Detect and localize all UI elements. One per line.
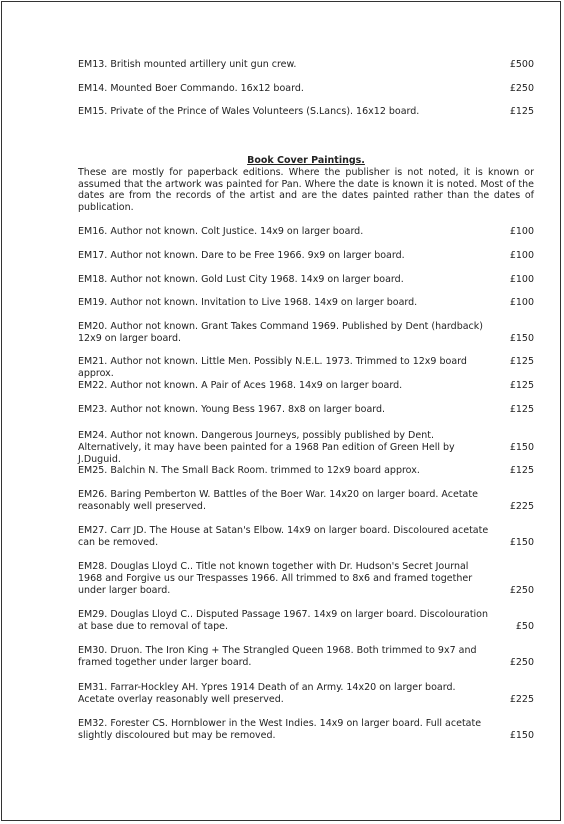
list-item [78, 274, 534, 286]
list-item [78, 645, 534, 669]
entry-price: £100 [509, 274, 534, 285]
entry-price: £125 [509, 465, 534, 476]
entry-price: £125 [509, 356, 534, 367]
entry-price: £250 [509, 83, 534, 94]
entry-price: £125 [509, 106, 534, 117]
entry-text: EM27. Carr JD. The House at Satan's Elbow. 14x9 on larger board. Discoloured acetate can be removed. [78, 525, 489, 548]
entry-text: EM21. Author not known. Little Men. Possibly N.E.L. 1973. Trimmed to 12x9 board approx. [78, 356, 467, 379]
list-item [78, 682, 534, 706]
entry-text: EM20. Author not known. Grant Takes Command 1969. Published by Dent (hardback) 12x9 on larger board. [78, 321, 483, 344]
entry-text: EM17. Author not known. Dare to be Free 1966. 9x9 on larger board. [78, 250, 405, 261]
entry-price: £100 [509, 226, 534, 237]
list-item [78, 297, 534, 309]
entry-text: EM23. Author not known. Young Bess 1967. 8x8 on larger board. [78, 404, 386, 415]
entry-text: EM30. Druon. The Iron King + The Strangled Queen 1968. Both trimmed to 9x7 and framed together under larger board. [78, 645, 477, 668]
list-item [78, 561, 534, 597]
entry-text: EM24. Author not known. Dangerous Journeys, possibly published by Dent. Alternatively, it may have been painted for a 1968 Pan edition of Green Hell by J.Duguid. [78, 430, 455, 465]
list-item [78, 404, 534, 416]
entry-price: £225 [509, 501, 534, 512]
entry-text: EM14. Mounted Boer Commando. 16x12 board. [78, 83, 304, 94]
list-item [78, 106, 534, 118]
entry-text: EM26. Baring Pemberton W. Battles of the Boer War. 14x20 on larger board. Acetate reasonably well preserved. [78, 489, 478, 512]
entry-text: EM13. British mounted artillery unit gun crew. [78, 59, 297, 70]
list-item [78, 226, 534, 238]
entry-price: £250 [509, 585, 534, 596]
entry-text: EM19. Author not known. Invitation to Live 1968. 14x9 on larger board. [78, 297, 418, 308]
entry-price: £225 [509, 694, 534, 705]
entry-price: £150 [509, 333, 534, 344]
section-heading: Book Cover Paintings. [247, 155, 365, 166]
entry-text: EM16. Author not known. Colt Justice. 14x9 on larger board. [78, 226, 364, 237]
entry-text: EM31. Farrar-Hockley AH. Ypres 1914 Death of an Army. 14x20 on larger board. Acetate overlay reasonably well preserved. [78, 682, 456, 705]
entry-text: EM28. Douglas Lloyd C.. Title not known together with Dr. Hudson's Secret Journal 1968 and Forgive us our Trespasses 1966. All trimmed to 8x6 and framed together under larger board. [78, 561, 473, 596]
entry-text: EM22. Author not known. A Pair of Aces 1968. 14x9 on larger board. [78, 380, 403, 391]
list-item [78, 609, 534, 633]
entry-price: £50 [515, 621, 534, 632]
entry-price: £150 [509, 442, 534, 453]
entry-text: EM15. Private of the Prince of Wales Volunteers (S.Lancs). 16x12 board. [78, 106, 420, 117]
entry-price: £125 [509, 380, 534, 391]
list-item [78, 356, 534, 380]
entry-text: EM32. Forester CS. Hornblower in the West Indies. 14x9 on larger board. Full acetate slightly discoloured but may be removed. [78, 718, 482, 741]
entry-text: EM29. Douglas Lloyd C.. Disputed Passage 1967. 14x9 on larger board. Discolouration at base due to removal of tape. [78, 609, 489, 632]
list-item [78, 489, 534, 513]
entry-price: £100 [509, 297, 534, 308]
entry-price: £250 [509, 657, 534, 668]
entry-price: £150 [509, 537, 534, 548]
list-item [78, 465, 534, 477]
entry-price: £150 [509, 730, 534, 741]
list-item [78, 380, 534, 392]
entry-price: £125 [509, 404, 534, 415]
entry-text: EM18. Author not known. Gold Lust City 1968. 14x9 on larger board. [78, 274, 404, 285]
section-intro: These are mostly for paperback editions. Where the publisher is not noted, it is known or assumed that the artwork was painted for Pan. Where the date is known it is noted. Most of the dates are from the records of the artist and are the dates painted rather than the dates of publication. [78, 167, 534, 213]
list-item [78, 59, 534, 71]
entry-text: EM25. Balchin N. The Small Back Room. trimmed to 12x9 board approx. [78, 465, 420, 476]
list-item [78, 525, 534, 549]
list-item [78, 83, 534, 95]
list-item [78, 250, 534, 262]
list-item [78, 430, 534, 466]
entry-price: £500 [509, 59, 534, 70]
entry-price: £100 [509, 250, 534, 261]
list-item [78, 321, 534, 345]
list-item [78, 718, 534, 742]
